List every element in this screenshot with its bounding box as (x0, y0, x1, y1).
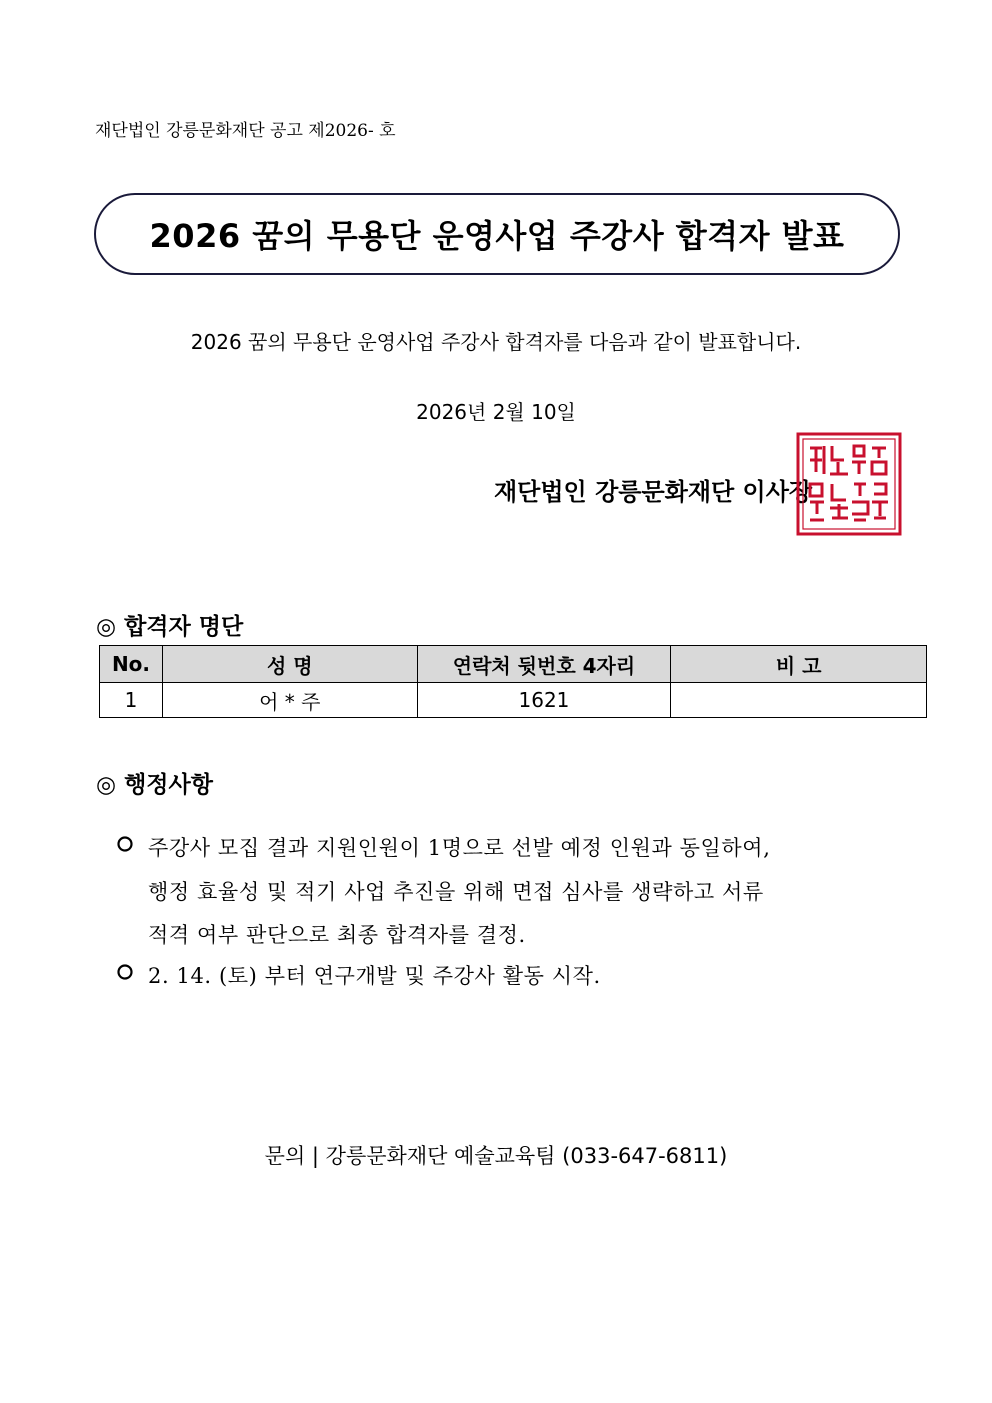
admin-item-1-line-2: 행정 효율성 및 적기 사업 추진을 위해 면접 심사를 생략하고 서류 (148, 880, 764, 904)
col-header-no: No. (100, 646, 163, 683)
cell-no: 1 (100, 683, 163, 718)
admin-item-2-line-1: 2. 14. (토) 부터 연구개발 및 주강사 활동 시작. (148, 964, 601, 988)
announcement-date: 2026년 2월 10일 (416, 400, 576, 424)
signer-name: 재단법인 강릉문화재단 이사장 (494, 477, 813, 506)
col-header-note: 비 고 (671, 646, 927, 683)
hollow-circle-bullet-icon (115, 834, 135, 854)
cell-phone: 1621 (417, 683, 671, 718)
cell-name: 어 * 주 (162, 683, 417, 718)
contact-info: 문의 | 강릉문화재단 예술교육팀 (033-647-6811) (264, 1144, 728, 1168)
notice-number: 재단법인 강릉문화재단 공고 제2026- 호 (95, 121, 396, 141)
admin-item-1-line-3: 적격 여부 판단으로 최종 합격자를 결정. (148, 923, 526, 947)
hollow-circle-bullet-icon (115, 962, 135, 982)
col-header-name: 성 명 (162, 646, 417, 683)
intro-text: 2026 꿈의 무용단 운영사업 주강사 합격자를 다음과 같이 발표합니다. (190, 330, 802, 354)
cell-note (671, 683, 927, 718)
table-row (100, 683, 927, 718)
roster-table (99, 645, 927, 718)
title-box (94, 193, 900, 275)
page-title: 2026 꿈의 무용단 운영사업 주강사 합격자 발표 (149, 217, 845, 255)
official-seal-icon (796, 432, 902, 536)
admin-item-1-line-1: 주강사 모집 결과 지원인원이 1명으로 선발 예정 인원과 동일하여, (148, 836, 771, 860)
admin-heading: ◎ 행정사항 (96, 771, 213, 798)
table-header-row (100, 646, 927, 683)
col-header-phone: 연락처 뒷번호 4자리 (417, 646, 671, 683)
roster-heading: ◎ 합격자 명단 (96, 613, 244, 640)
